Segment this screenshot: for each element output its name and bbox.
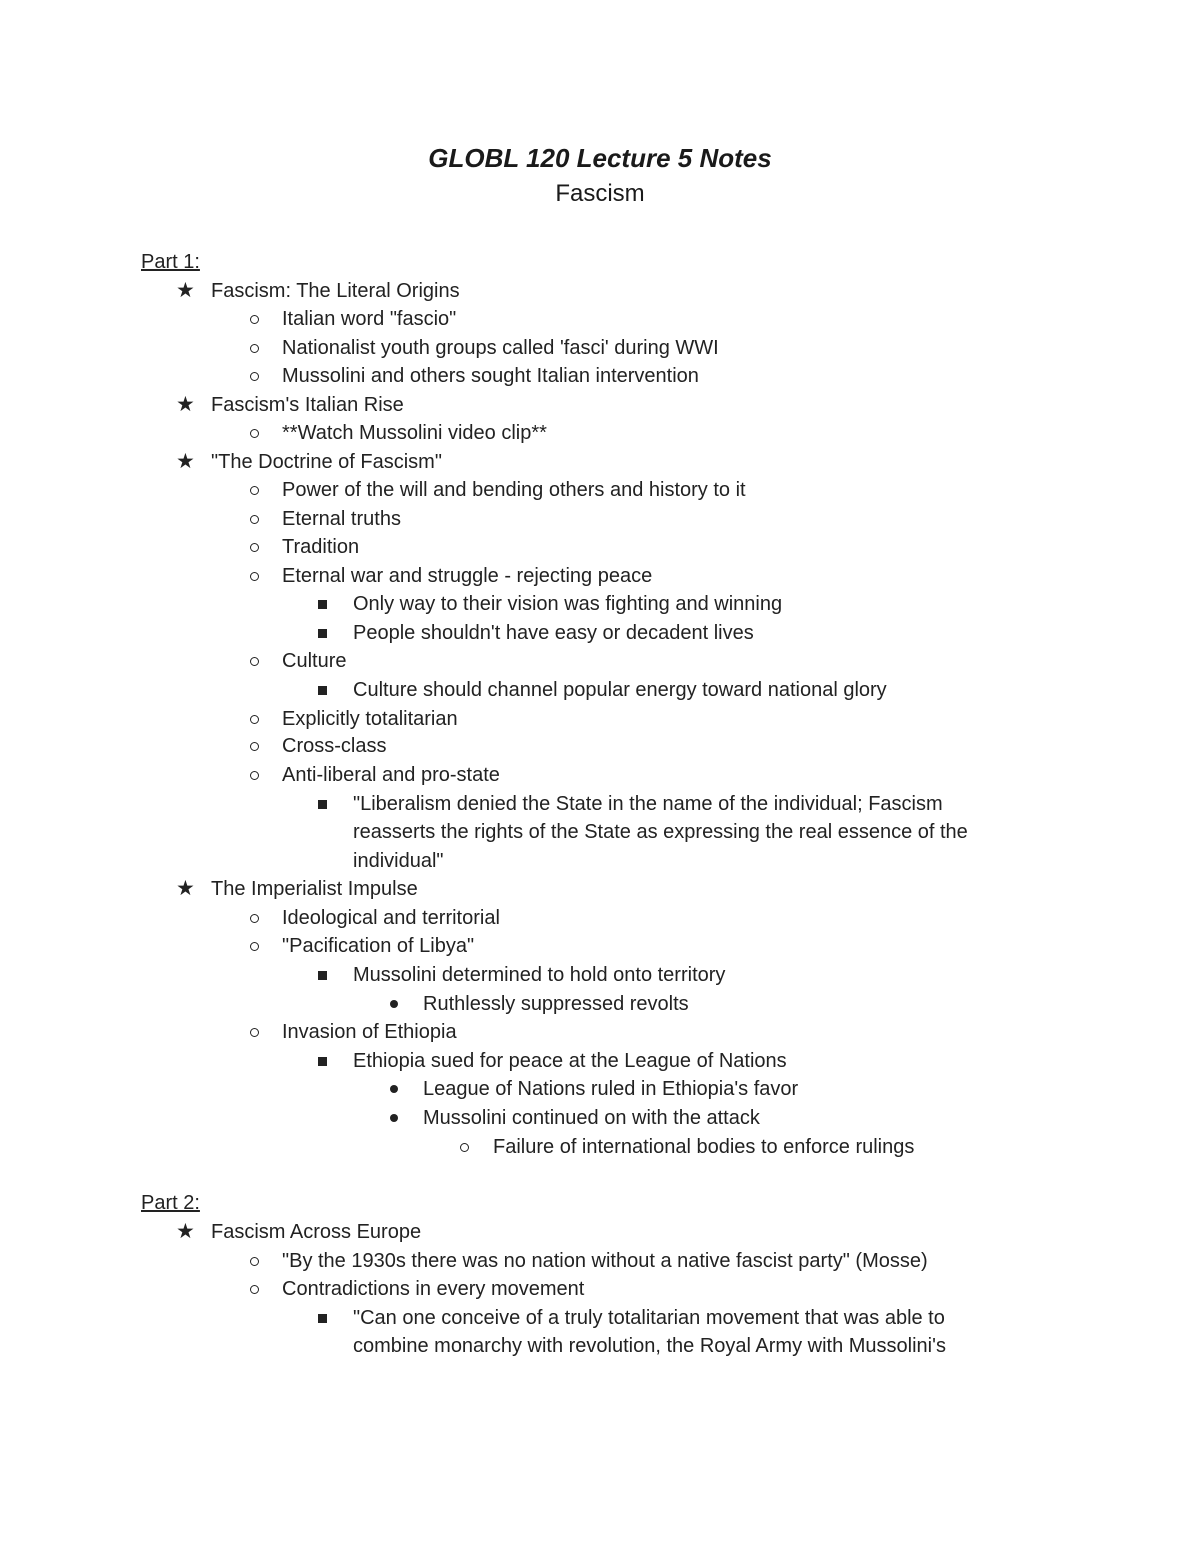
list-item: Contradictions in every movement	[282, 1278, 585, 1300]
list-item: Power of the will and bending others and history to it	[282, 479, 746, 501]
circle-bullet-icon	[250, 1028, 259, 1037]
list-item-continuation: individual"	[353, 850, 444, 872]
circle-bullet-icon	[250, 372, 259, 381]
list-item: Mussolini determined to hold onto territory	[353, 964, 726, 986]
star-bullet-icon: ★	[176, 450, 195, 473]
circle-bullet-icon	[250, 942, 259, 951]
circle-bullet-icon	[250, 914, 259, 923]
list-item: Fascism Across Europe	[211, 1221, 422, 1243]
circle-bullet-icon	[250, 1257, 259, 1266]
list-item: Anti-liberal and pro-state	[282, 764, 500, 786]
document-subtitle: Fascism	[555, 180, 645, 207]
list-item-continuation: combine monarchy with revolution, the Royal Army with Mussolini's	[353, 1335, 946, 1357]
circle-bullet-icon	[250, 315, 259, 324]
circle-bullet-icon	[250, 486, 259, 495]
list-item: **Watch Mussolini video clip**	[282, 422, 547, 444]
circle-bullet-icon	[250, 344, 259, 353]
circle-bullet-icon	[250, 1285, 259, 1294]
circle-bullet-icon	[250, 543, 259, 552]
list-item: Ideological and territorial	[282, 907, 500, 929]
part-2-heading: Part 2:	[141, 1192, 200, 1214]
circle-bullet-icon	[250, 515, 259, 524]
list-item: Cross-class	[282, 735, 387, 757]
list-item: "Pacification of Libya"	[282, 935, 475, 957]
square-bullet-icon	[318, 600, 327, 609]
circle-bullet-icon	[250, 771, 259, 780]
dot-bullet-icon	[390, 1085, 398, 1093]
square-bullet-icon	[318, 686, 327, 695]
star-bullet-icon: ★	[176, 393, 195, 416]
list-item: Ruthlessly suppressed revolts	[423, 993, 689, 1015]
list-item: Failure of international bodies to enforce rulings	[493, 1136, 915, 1158]
list-item: Eternal truths	[282, 508, 401, 530]
list-item: Explicitly totalitarian	[282, 708, 458, 730]
dot-bullet-icon	[390, 1000, 398, 1008]
list-item: The Imperialist Impulse	[211, 878, 418, 900]
list-item: League of Nations ruled in Ethiopia's favor	[423, 1078, 799, 1100]
list-item-continuation: reasserts the rights of the State as expressing the real essence of the	[353, 821, 968, 843]
list-item: Eternal war and struggle - rejecting peace	[282, 565, 653, 587]
part-1-heading: Part 1:	[141, 251, 200, 273]
list-item: Invasion of Ethiopia	[282, 1021, 457, 1043]
document-title: GLOBL 120 Lecture 5 Notes	[428, 143, 772, 173]
list-item: "Can one conceive of a truly totalitarian movement that was able to	[353, 1307, 945, 1329]
list-item: Culture should channel popular energy toward national glory	[353, 679, 887, 701]
square-bullet-icon	[318, 971, 327, 980]
square-bullet-icon	[318, 1057, 327, 1066]
list-item: Italian word "fascio"	[282, 308, 457, 330]
list-item: People shouldn't have easy or decadent lives	[353, 622, 754, 644]
square-bullet-icon	[318, 800, 327, 809]
list-item: "By the 1930s there was no nation without a native fascist party" (Mosse)	[282, 1250, 928, 1272]
list-item: Tradition	[282, 536, 360, 558]
circle-bullet-icon	[460, 1143, 469, 1152]
list-item: Culture	[282, 650, 347, 672]
list-item: Mussolini and others sought Italian intervention	[282, 365, 699, 387]
list-item: Fascism's Italian Rise	[211, 394, 404, 416]
list-item: Fascism: The Literal Origins	[211, 280, 460, 302]
star-bullet-icon: ★	[176, 877, 195, 900]
list-item: Only way to their vision was fighting and winning	[353, 593, 783, 615]
list-item: Ethiopia sued for peace at the League of Nations	[353, 1050, 787, 1072]
list-item: "The Doctrine of Fascism"	[211, 451, 442, 473]
circle-bullet-icon	[250, 572, 259, 581]
circle-bullet-icon	[250, 657, 259, 666]
list-item: "Liberalism denied the State in the name of the individual; Fascism	[353, 793, 943, 815]
list-item: Nationalist youth groups called 'fasci' during WWI	[282, 337, 719, 359]
square-bullet-icon	[318, 1314, 327, 1323]
star-bullet-icon: ★	[176, 1220, 195, 1243]
circle-bullet-icon	[250, 715, 259, 724]
circle-bullet-icon	[250, 742, 259, 751]
star-bullet-icon: ★	[176, 279, 195, 302]
dot-bullet-icon	[390, 1114, 398, 1122]
list-item: Mussolini continued on with the attack	[423, 1107, 760, 1129]
square-bullet-icon	[318, 629, 327, 638]
circle-bullet-icon	[250, 429, 259, 438]
